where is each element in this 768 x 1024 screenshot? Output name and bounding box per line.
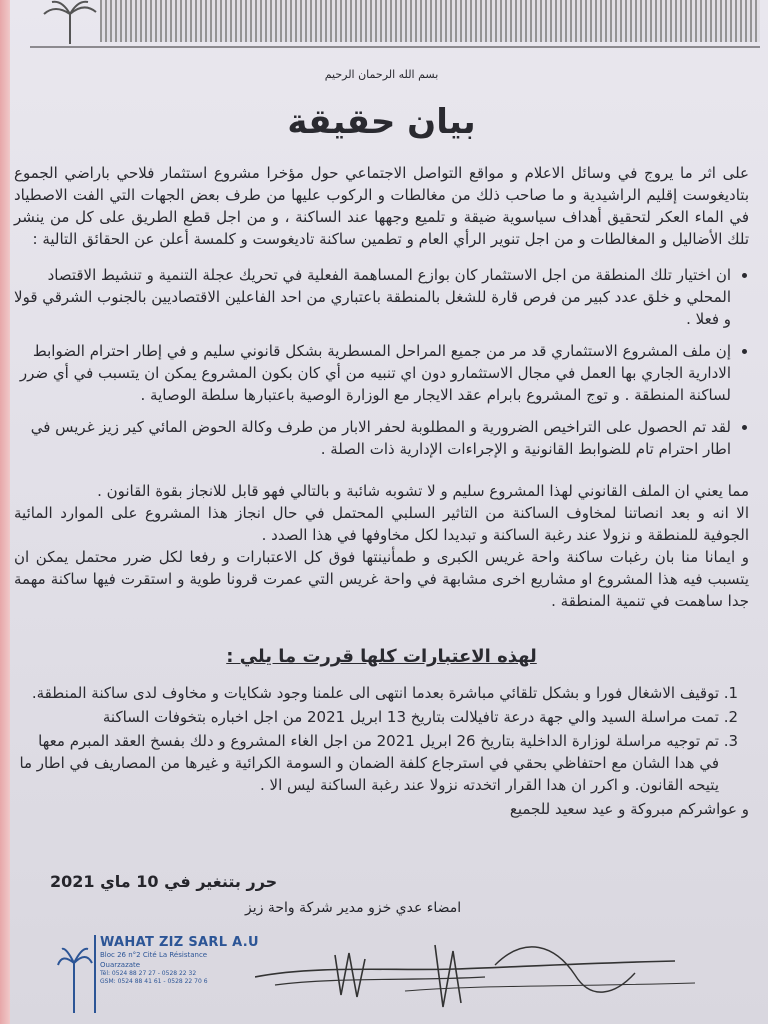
decision-item: 3. تم توجيه مراسلة لوزارة الداخلية بتاريخ 26 ابريل 2021 من اجل الغاء المشروع و دلك بفسخ العقد المبرم معها في هدا الشان مع احتفاظي بحقي في استرجاع كلفة الضمان و السومة الكرائية و غيرها من المصاريف في اطار ما يتيحه القانون. و اكرر ان هدا القرار اتخدته نزولا عند رغبة الساكنة ليس الا . xyxy=(14,730,719,796)
basmala: بسم الله الرحمان الرحيم xyxy=(324,68,439,81)
paper-edge xyxy=(0,0,10,1024)
facts-list xyxy=(14,264,749,460)
company-tel: Tél: 0524 88 27 27 - 0528 22 32 xyxy=(100,970,197,977)
handwritten-signature xyxy=(255,925,735,1015)
palm-logo-icon xyxy=(40,0,100,44)
signature-line: امضاء عدي خزو مدير شركة واحة زيز xyxy=(245,900,462,916)
fact-item: • ان اختيار تلك المنطقة من اجل الاستثمار كان بوازع المساهمة الفعلية في تحريك عجلة التنمية و تنشيط الاقتصاد المحلي و خلق عدد كبير من فرص قارة للشغل بالمنطقة باعتباري من احد الفاعلين الاقتصاديين بالجنوب الشرقي قولا و فعلا . xyxy=(14,264,731,330)
document-title: بيان حقيقة xyxy=(287,102,476,142)
decisions-list xyxy=(14,682,749,796)
closing-line: و عواشركم مبروكة و عيد سعيد للجميع xyxy=(509,800,749,818)
fact-item: • لقد تم الحصول على التراخيص الضرورية و المطلوبة لحفر الابار من طرف وكالة الحوض المائي كير زيز غريس في اطار احترام تام للضوابط القانونية و الإجراءات الإدارية ذات الصلة . xyxy=(14,416,731,460)
company-name: WAHAT ZIZ SARL A.U xyxy=(100,935,259,950)
date-line: حرر بتنغير في 10 ماي 2021 xyxy=(50,872,278,891)
faith-paragraph: و ايمانا منا بان رغبات ساكنة واحة غريس الكبرى و طمأنينتها فوق كل الاعتبارات و رفعا لكل ضرر محتمل يمكن ان يتسبب فيه هذا المشروع او مشاريع اخرى مشابهة في واحة غريس التي عمرت قرونا طوية و استقرت فيها ساكنة مهمة جدا ساهمت في تنمية المنطقة . xyxy=(14,548,749,610)
decision-item: 1. توقيف الاشغال فورا و بشكل تلقائي مباشرة بعدما انتهى الى علمنا وجود شكايات و مخاوف لدى ساكنة المنطقة. xyxy=(14,682,719,704)
company-city: Ouarzazate xyxy=(100,961,141,969)
letterhead-grass-pattern xyxy=(100,0,760,42)
company-gsm: GSM: 0524 88 41 61 - 0528 22 70 6 xyxy=(100,978,208,985)
legal-paragraph: مما يعني ان الملف القانوني لهذا المشروع سليم و لا تشوبه شائبة و بالتالي فهو قابل للانجاز بقوة القانون . xyxy=(97,482,749,500)
company-stamp xyxy=(100,935,259,986)
concerns-paragraph: الا انه و بعد انصاتنا لمخاوف الساكنة من التاثير السلبي المحتمل في حال انجاز هذا المشروع على الموارد المائية الجوفية للمنطقة و نزولا عند رغبة الساكنة و تبديدا لكل مخاوفها في هذا الصدد . xyxy=(14,504,749,544)
letterhead-rule xyxy=(30,46,760,48)
company-address: Bloc 26 n°2 Cité La Résistance xyxy=(100,951,208,959)
intro-paragraph: على اثر ما يروج في وسائل الاعلام و مواقع التواصل الاجتماعي حول مؤخرا مشروع استثمار فلاحي باراضي الجموع بتاديغوست إقليم الراشيدية و ما صاحب ذلك من مغالطات و الركوب عليها من طرف بعض الجهات التي الفت الاصطياد في الماء العكر لتحقيق أهداف سياسوية ضيقة و تلميع وجهها عند الساكنة ، و من اجل قطع الطريق على كل من ينشر تلك الأضاليل و المغالطات و من اجل تنوير الرأي العام و تطمين ساكنة تاديغوست و كلمسة أعلن عن الحقائق التالية : xyxy=(14,164,749,248)
decision-heading: لهذه الاعتبارات كلها قررت ما يلي : xyxy=(226,646,537,667)
document-body xyxy=(14,60,749,820)
decision-item: 2. تمت مراسلة السيد والي جهة درعة تافيلالت بتاريخ 13 ابريل 2021 من اجل اخباره بتخوفات الساكنة xyxy=(14,706,719,728)
fact-item: • إن ملف المشروع الاستثماري قد مر من جميع المراحل المسطرية بشكل قانوني سليم و في إطار احترام الضوابط الادارية الجاري بها العمل في مجال الاستثمارو دون اي تنبيه من أي كان بكون المشروع يمكن ان يتسبب في أي ضرر لساكنة المنطقة . و توج المشروع بابرام عقد الايجار مع الوزارة الوصية باعتبارها سلطة الوصاية . xyxy=(14,340,731,406)
considerations xyxy=(14,480,749,612)
